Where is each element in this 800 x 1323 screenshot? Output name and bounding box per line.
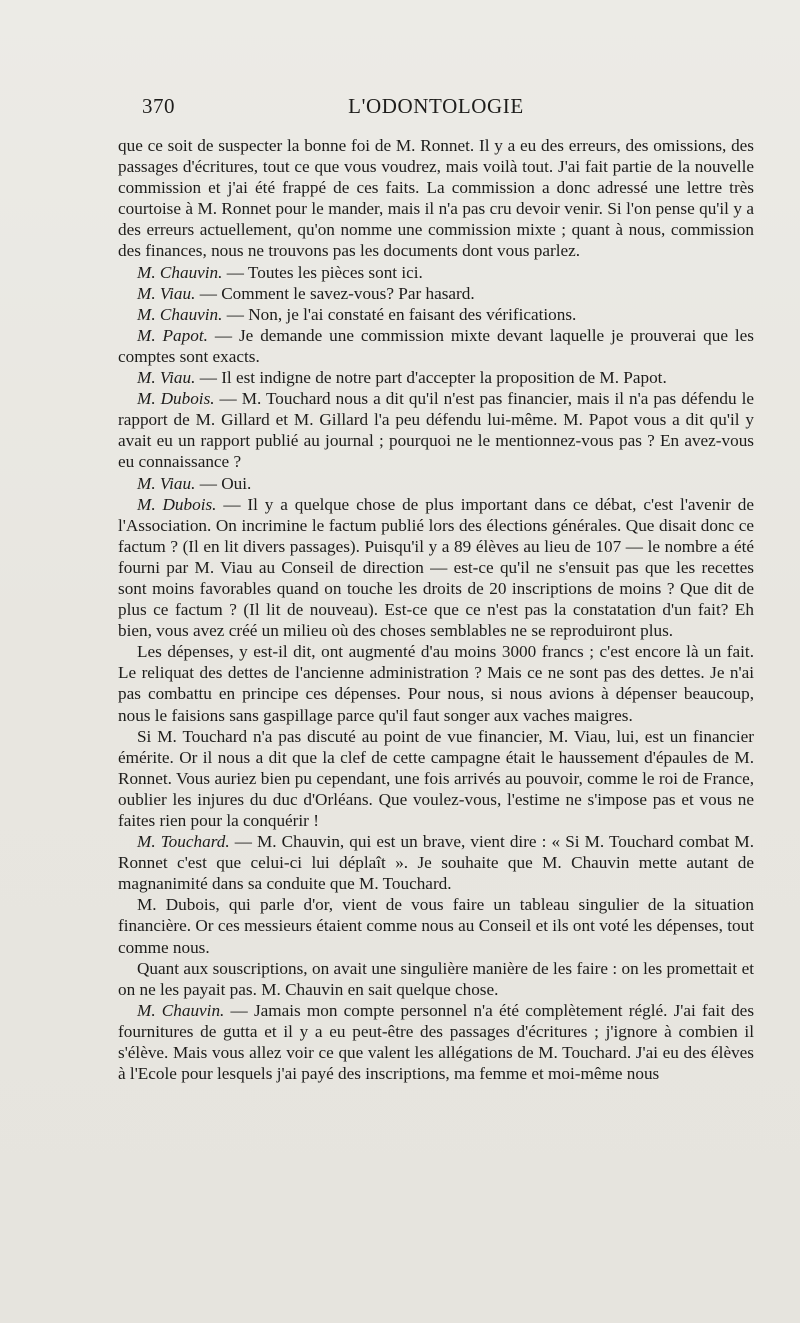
paragraph bbox=[118, 135, 754, 262]
running-title: L'ODONTOLOGIE bbox=[348, 94, 524, 118]
paragraph-text: — Comment le savez-vous? Par hasard. bbox=[195, 283, 475, 303]
paragraph bbox=[118, 726, 754, 831]
speaker-name: M. Viau. bbox=[137, 473, 196, 493]
paragraph bbox=[118, 831, 754, 894]
paragraph bbox=[118, 388, 754, 472]
paragraph bbox=[118, 325, 754, 367]
speaker-name: M. Dubois. bbox=[137, 389, 215, 409]
speaker-name: M. Chauvin. bbox=[137, 304, 223, 324]
paragraph bbox=[118, 958, 754, 1000]
speaker-name: M. Touchard. bbox=[137, 832, 230, 852]
paragraph-text: — Non, je l'ai constaté en faisant des vérifications. bbox=[222, 304, 577, 324]
paragraph-text: M. Dubois, qui parle d'or, vient de vous faire un tableau singulier de la situation financière. Or ces messieurs étaient comme nous au Conseil et ils ont voté les dépenses, tout comme nous. bbox=[118, 895, 754, 957]
paragraph bbox=[118, 494, 754, 642]
speaker-name: M. Chauvin. bbox=[137, 1000, 225, 1020]
paragraph-text: — Oui. bbox=[195, 473, 252, 493]
paragraph bbox=[118, 283, 754, 304]
paragraph-text: — M. Touchard nous a dit qu'il n'est pas financier, mais il n'a pas défendu le rapport de M. Gillard et M. Gillard l'a peu défendu lui-même. M. Papot vous a dit qu'il y avait eu un rapport publié au journal ; pourquoi ne le mentionnez-vous pas ? En avez-vous eu connaissance ? bbox=[118, 389, 754, 472]
body-text bbox=[118, 135, 754, 1084]
page-header bbox=[118, 94, 754, 124]
speaker-name: M. Viau. bbox=[137, 368, 196, 388]
paragraph-text: — Il y a quelque chose de plus important dans ce débat, c'est l'avenir de l'Association. On incrimine le factum publié lors des élections générales. Que disait donc ce factum ? (Il en lit divers passages). Puisqu'il y a 89 élèves au lieu de 107 — le nombre a été fourni par M. Viau au Conseil de direction — est-ce qu'il ne s'ensuit pas que les recettes sont moins favorables quand on touche les droits de 20 inscriptions de moins ? Que dit de plus ce factum ? (Il lit de nouveau). Est-ce que ce n'est pas la constatation d'un fait? Eh bien, vous avez créé un milieu où des choses semblables ne se reproduiront plus. bbox=[118, 494, 754, 641]
paragraph-text: — M. Chauvin, qui est un brave, vient dire : « Si M. Touchard combat M. Ronnet c'est que celui-ci lui déplaît ». Je souhaite que M. Chauvin mette autant de magnanimité dans sa conduite que M. Touchard. bbox=[118, 832, 754, 894]
speaker-name: M. Viau. bbox=[137, 283, 196, 303]
paragraph-text: Si M. Touchard n'a pas discuté au point de vue financier, M. Viau, lui, est un financier émérite. Or il nous a dit que la clef de cette campagne était le haussement d'épaules de M. Ronnet. Vous auriez bien pu cependant, une fois arrivés au pouvoir, comme le roi de France, oublier les injures du duc d'Orléans. Que voulez-vous, l'estime ne s'impose pas et vous ne faites rien pour la conquérir ! bbox=[118, 726, 754, 830]
paragraph bbox=[118, 304, 754, 325]
paragraph bbox=[118, 367, 754, 388]
page-number: 370 bbox=[142, 94, 175, 118]
paragraph-text: — Toutes les pièces sont ici. bbox=[222, 262, 423, 282]
speaker-name: M. Chauvin. bbox=[137, 262, 223, 282]
paragraph-text: que ce soit de suspecter la bonne foi de M. Ronnet. Il y a eu des erreurs, des omissions, des passages d'écritures, tout ce que vous voudrez, mais voilà tout. J'ai fait partie de la nouvelle commission et j'ai été frappé de ces faits. La commission a donc adressé une lettre très courtoise à M. Ronnet pour le mander, mais il n'a pas cru devoir venir. Si l'on pense qu'il y a des erreurs actuellement, qu'on nomme une commission mixte ; quant à nous, commission des finances, nous ne trouvons pas les documents dont vous parlez. bbox=[118, 136, 754, 261]
paragraph bbox=[118, 262, 754, 283]
speaker-name: M. Papot. bbox=[137, 325, 208, 345]
paragraph bbox=[118, 473, 754, 494]
paragraph-text: — Je demande une commission mixte devant laquelle je prouverai que les comptes sont exacts. bbox=[118, 325, 754, 366]
paragraph-text: — Il est indigne de notre part d'accepter la proposition de M. Papot. bbox=[195, 368, 667, 388]
paragraph-text: — Jamais mon compte personnel n'a été complètement réglé. J'ai fait des fournitures de gutta et il y a eu peut-être des passages d'écritures ; j'ignore à combien il s'élève. Mais vous allez voir ce que valent les allégations de M. Touchard. J'ai eu des élèves à l'Ecole pour lesquels j'ai payé des inscriptions, ma femme et moi-même nous bbox=[118, 1000, 755, 1084]
paragraph bbox=[118, 641, 754, 725]
paragraph bbox=[118, 1000, 754, 1084]
paragraph-text: Les dépenses, y est-il dit, ont augmenté d'au moins 3000 francs ; c'est encore là un fait. Le reliquat des dettes de l'ancienne administration ? Mais ce ne sont pas des dettes. Je n'ai pas combattu en principe ces dépenses. Pour nous, si nous avions à dépenser beaucoup, nous le faisions sans gaspillage parce qu'il faut songer aux vaches maigres. bbox=[118, 642, 754, 725]
paragraph-text: Quant aux souscriptions, on avait une singulière manière de les faire : on les promettait et on ne les payait pas. M. Chauvin en sait quelque chose. bbox=[118, 958, 754, 999]
paragraph bbox=[118, 894, 754, 957]
speaker-name: M. Dubois. bbox=[137, 494, 217, 514]
